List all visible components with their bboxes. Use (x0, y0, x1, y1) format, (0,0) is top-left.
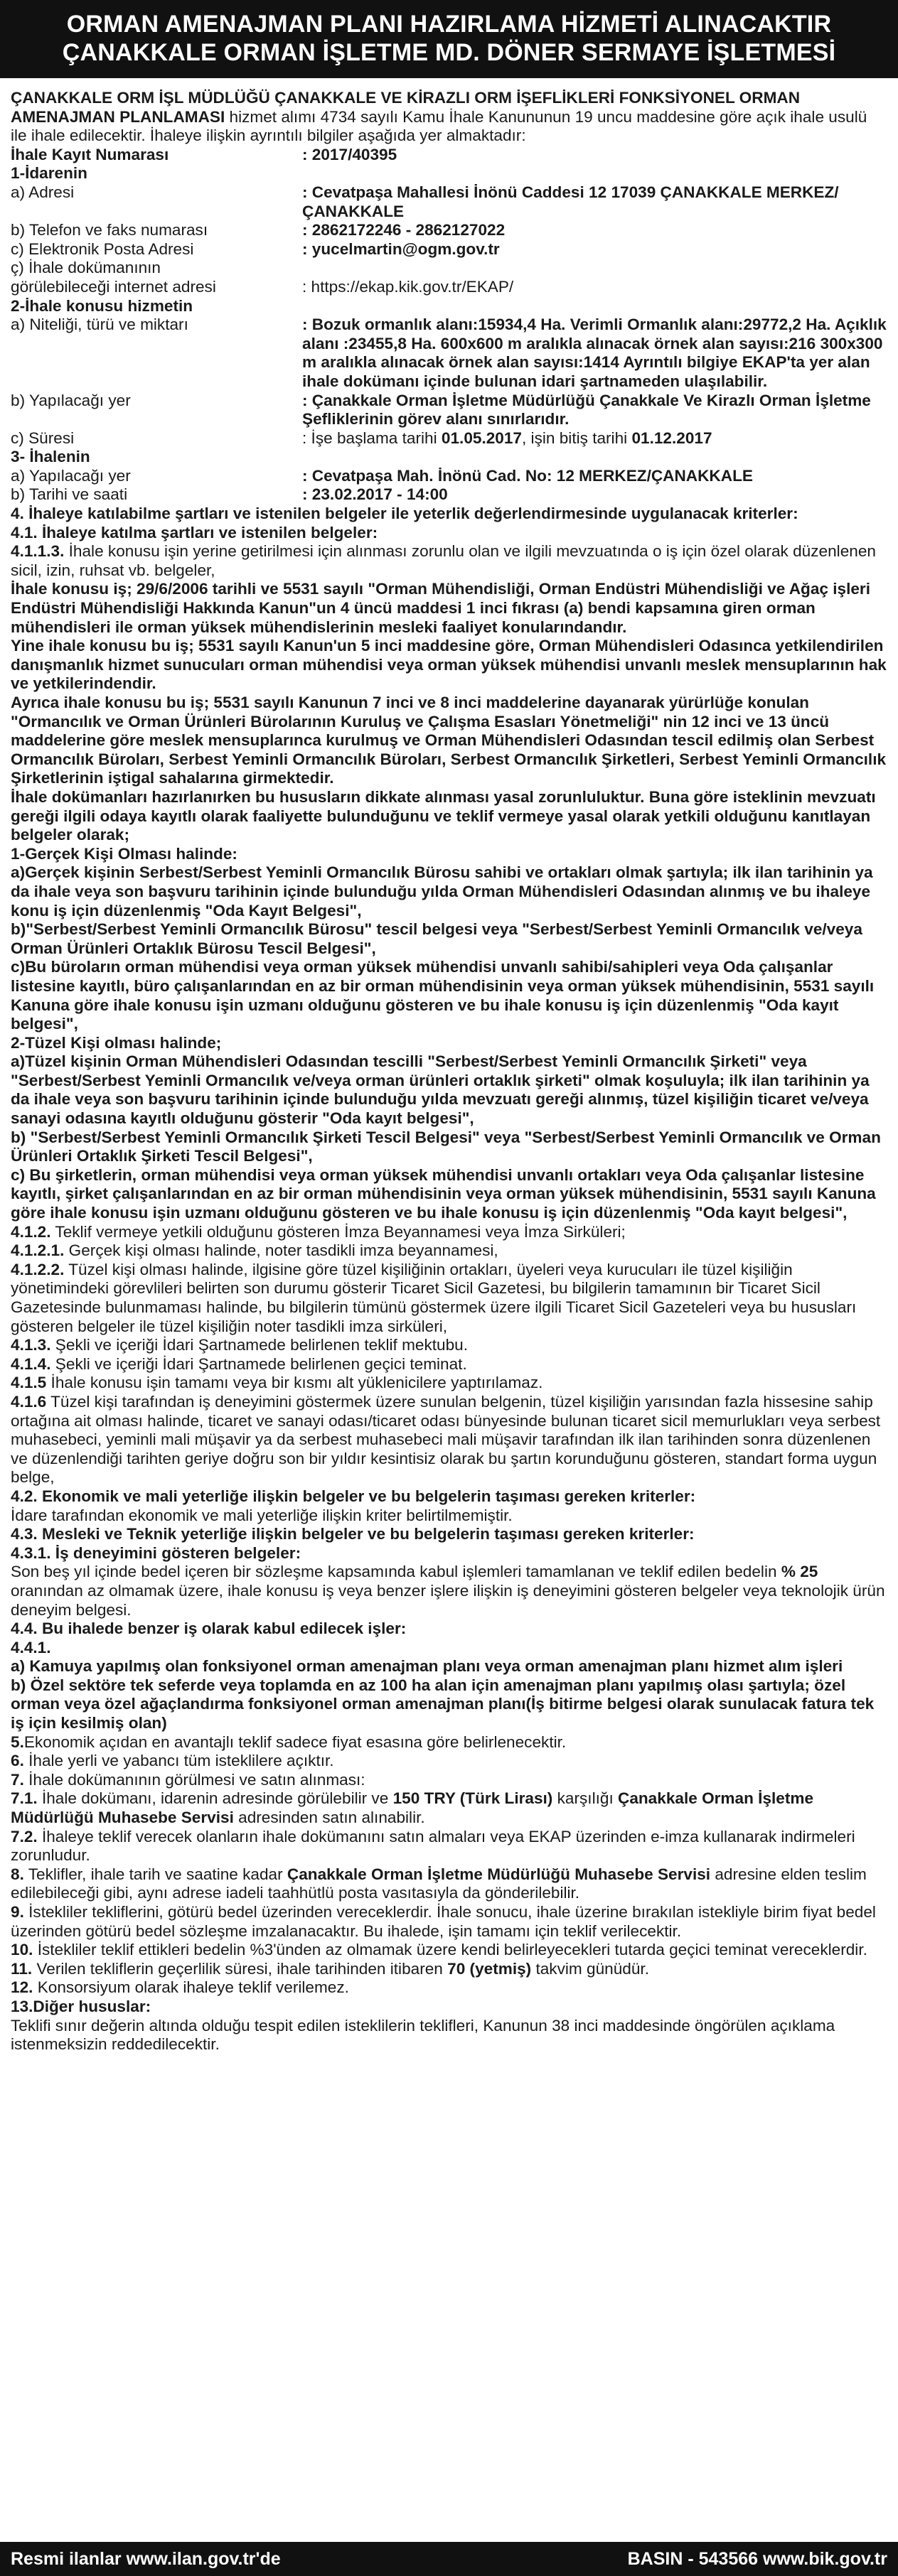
section-10-number: 10. (11, 1941, 33, 1959)
section-4-1-3-text: Şekli ve içeriği İdari Şartnamede belirlenen teklif mektubu. (50, 1336, 468, 1354)
section-8-office: Çanakkale Orman İşletme Müdürlüğü Muhasebe Servisi (287, 1865, 711, 1883)
address-label: a) Adresi (11, 183, 75, 201)
section-4-1-6-number: 4.1.6 (11, 1392, 47, 1411)
real-person-item-b: b)"Serbest/Serbest Yeminli Ormancılık Bürosu" tescil belgesi veya "Serbest/Serbest Yeminli Ormancılık ve/veya Orman Ürünleri Ortaklık Bürosu Tescil Belgesi", (11, 920, 862, 957)
service-heading: 2-İhale konusu hizmetin (11, 296, 193, 315)
tender-registration-row (11, 146, 887, 165)
duration-prefix: : İşe başlama tarihi (302, 429, 442, 447)
section-4-2-heading: 4.2. Ekonomik ve mali yeterliğe ilişkin belgeler ve bu belgelerin taşıması gereken kriterler: (11, 1487, 696, 1505)
section-6-text: İhale yerli ve yabancı tüm isteklilere açıktır. (23, 1752, 334, 1770)
section-4-4-1: 4.4.1. (11, 1638, 51, 1656)
section-4-1-2-text: Teklif vermeye yetkili olduğunu gösteren İmza Beyannamesi veya İmza Sirküleri; (50, 1222, 626, 1241)
intro-paragraph (11, 89, 887, 146)
intro-bold: ÇANAKKALE ORM İŞL MÜDLÜĞÜ ÇANAKKALE VE KİRAZLI ORM İŞEFLİKLERİ FONKSİYONEL ORMAN AMENAJMAN PLANLAMASI (11, 89, 801, 126)
section-8-text-c: adresine elden teslim edilebileceği gibi, aynı adrese iadeli taahhütlü posta vasıtasıyla da gönderilebilir. (11, 1865, 867, 1902)
tender-date-row (11, 485, 887, 505)
address-value: : Cevatpaşa Mahallesi İnönü Caddesi 12 17039 ÇANAKKALE MERKEZ/ÇANAKKALE (302, 183, 839, 220)
end-date: 01.12.2017 (631, 429, 712, 447)
legal-entity-item-b: b) "Serbest/Serbest Yeminli Ormancılık Şirketi Tescil Belgesi" veya "Serbest/Serbest Yeminli Ormancılık ve Orman Ürünleri Ortaklık Şirketi Tescil Belgesi", (11, 1128, 881, 1165)
section-9-text: İstekliler tekliflerini, götürü bedel üzerinden vereceklerdir. İhale sonucu, ihale üzerine bırakılan istekliyle birim fiyat bedel üzerinden götürü bedel sözleşme imzalanacaktır. Bu ihalede, işin tamamı için teklif verilecektir. (11, 1903, 876, 1940)
section-7 (11, 1771, 887, 1790)
section-4-4-heading: 4.4. Bu ihalede benzer iş olarak kabul edilecek işler: (11, 1620, 407, 1638)
phone-row (11, 221, 887, 240)
tender-location-value: : Cevatpaşa Mah. İnönü Cad. No: 12 MERKEZ/ÇANAKKALE (302, 466, 753, 485)
notice-body (11, 89, 887, 2519)
section-4-1-6 (11, 1393, 887, 1487)
tender-location-label: a) Yapılacağı yer (11, 466, 131, 485)
section-7-1 (11, 1789, 887, 1827)
section-8-number: 8. (11, 1865, 24, 1883)
legal-paragraph-4: İhale dokümanları hazırlanırken bu hususların dikkate alınması yasal zorunluluktur. Buna göre isteklinin mevzuatı gereği ilgili odaya kayıtlı olarak faaliyette bulunduğunu ve teklif vermeye yasal olarak yetkili olduğunu kanıtlayan belgeler olarak; (11, 787, 876, 844)
section-11 (11, 1960, 887, 1979)
section-7-number: 7. (11, 1770, 24, 1789)
service-location-label: b) Yapılacağı yer (11, 391, 131, 409)
tender-registration-label: İhale Kayıt Numarası (11, 145, 169, 163)
intro-text: hizmet alımı 4734 sayılı Kamu İhale Kanununun 19 uncu maddesine göre açık ihale usulü ile ihale edilecektir. İhaleye ilişkin ayrıntılı bilgiler aşağıda yer almaktadır: (11, 107, 867, 145)
document-price: 150 TRY (Türk Lirası) (392, 1789, 553, 1808)
section-11-number: 11. (11, 1959, 33, 1978)
section-7-1-number: 7.1. (11, 1789, 38, 1808)
service-location-value: : Çanakkale Orman İşletme Müdürlüğü Çanakkale Ve Kirazlı Orman İşletme Şefliklerinin görev alanı sınırlarıdır. (302, 391, 871, 429)
section-4-1-1-3-text: İhale konusu işin yerine getirilmesi için alınması zorunlu olan ve ilgili mevzuatında o iş için özel olarak düzenlenen sicil, izin, ruhsat vb. belgeler, (11, 542, 876, 579)
section-4-3-1-text-a: Son beş yıl içinde bedel içeren bir sözleşme kapsamında kabul işlemleri tamamlanan ve teklif edilen bedelin (11, 1563, 781, 1581)
section-5-number: 5. (11, 1732, 24, 1751)
section-5-text: Ekonomik açıdan en avantajlı teklif sadece fiyat esasına göre belirlenecektir. (23, 1732, 567, 1751)
section-13-text: Teklifi sınır değerin altında olduğu tespit edilen isteklilerin teklifleri, Kanunun 38 inci maddesinde öngörülen açıklama istenmeksizin reddedilecektir. (11, 2016, 835, 2054)
section-4-1-2-2 (11, 1261, 887, 1336)
notice-footer (0, 2542, 898, 2576)
document-url-value[interactable]: : https://ekap.kik.gov.tr/EKAP/ (302, 277, 514, 296)
legal-entity-item-c: c) Bu şirketlerin, orman mühendisi veya orman yüksek mühendisi unvanlı ortakları veya Oda çalışanlar listesine kayıtlı, şirket çalışanlarından en az bir orman mühendisinin veya orman yüksek mühendisinin, 5531 sayılı Kanuna göre ihale konusu işin uzmanı olduğunu gösteren ve bu ihale konusu iş için düzenlenmiş "Oda kayıt belgesi", (11, 1165, 876, 1222)
tender-location-row (11, 467, 887, 486)
nature-label: a) Niteliği, türü ve miktarı (11, 316, 188, 334)
section-12-text: Konsorsiyum olarak ihaleye teklif verilemez. (33, 1978, 349, 1997)
notice-title: ORMAN AMENAJMAN PLANI HAZIRLAMA HİZMETİ ALINACAKTIR (66, 11, 832, 38)
section-13-heading: 13.Diğer hususlar: (11, 1997, 151, 2015)
section-4-1-5 (11, 1374, 887, 1393)
footer-right-text: BASIN - 543566 www.bik.gov.tr (627, 2549, 887, 2569)
section-4-heading: 4. İhaleye katılabilme şartları ve istenilen belgeler ile yeterlik değerlendirmesinde uygulanacak kriterler: (11, 505, 798, 523)
validity-days: 70 (yetmiş) (447, 1959, 532, 1978)
document-url-label-line2: görülebileceği internet adresi (11, 277, 216, 296)
section-4-1-4-number: 4.1.4. (11, 1354, 51, 1373)
section-11-text-a: Verilen tekliflerin geçerlilik süresi, ihale tarihinden itibaren (32, 1959, 448, 1978)
legal-paragraph-2: Yine ihale konusu bu iş; 5531 sayılı Kanun'un 5 inci maddesine göre, Orman Mühendisleri Odasınca yetkilendirilen danışmanlık hizmet sunucuları orman mühendisi veya orman yüksek mühendisi unvanlı meslek mensuplarının hak ve yetkilerindendir. (11, 637, 887, 693)
section-7-1-text-e: adresinden satın alınabilir. (233, 1809, 425, 1827)
section-4-1-4 (11, 1355, 887, 1374)
section-4-3-1-text (11, 1563, 887, 1620)
notice-subtitle: ÇANAKKALE ORMAN İŞLETME MD. DÖNER SERMAYE İŞLETMESİ (62, 39, 836, 66)
real-person-item-a: a)Gerçek kişinin Serbest/Serbest Yeminli Ormancılık Bürosu sahibi ve ortakları olmak şartıyla; ilk ilan tarihinin ya da ihale veya son başvuru tarihinin içinde bulunduğu yılda Orman Mühendisleri Odasından alınmış ve bu ihaleye konu iş için düzenlenmiş "Oda Kayıt Belgesi", (11, 863, 873, 920)
footer-left-text: Resmi ilanlar www.ilan.gov.tr'de (11, 2549, 281, 2569)
section-7-1-office: Çanakkale Orman İşletme Müdürlüğü Muhasebe Servisi (11, 1789, 814, 1827)
section-8-text-a: Teklifler, ihale tarih ve saatine kadar (23, 1865, 287, 1883)
service-location-row (11, 392, 887, 429)
real-person-heading: 1-Gerçek Kişi Olması halinde: (11, 844, 237, 863)
section-7-1-text-a: İhale dokümanı, idarenin adresinde görülebilir ve (37, 1789, 393, 1808)
section-8 (11, 1865, 887, 1903)
section-4-1-2-1 (11, 1241, 887, 1261)
nature-row (11, 316, 887, 391)
tender-heading: 3- İhalenin (11, 448, 90, 466)
legal-paragraph-1: İhale konusu iş; 29/6/2006 tarihli ve 5531 sayılı "Orman Mühendisliği, Orman Endüstri Mühendisliği ve Ağaç işleri Endüstri Mühendisliği Hakkında Kanun"un 4 üncü maddesi 1 inci fıkrası (a) bendi kapsamına giren orman mühendisleri ile orman yüksek mühendislerinin mesleki faaliyet konularındandır. (11, 580, 870, 636)
section-4-1-2-2-text: Tüzel kişi olması halinde, ilgisine göre tüzel kişiliğinin ortakları, üyeleri veya kurucuları ile tüzel kişiliğin yönetimindeki görevlileri belirten son durumu gösterir Ticaret Sicil Gazetesi, bu bilgilerin tamamının bir Ticaret Sicil Gazetesinde bulunmaması halinde, bu bilgilerin tümünü göstermek üzere ilgili Ticaret Sicil Gazeteleri veya bu hususları gösteren belgeler ile tüzel kişiliğin noter tasdikli imza sirküleri, (11, 1260, 857, 1335)
section-4-1-4-text: Şekli ve içeriği İdari Şartnamede belirlenen geçici teminat. (50, 1354, 467, 1373)
section-4-1-1-3 (11, 542, 887, 580)
section-4-1-2-2-number: 4.1.2.2. (11, 1260, 65, 1278)
document-url-row (11, 259, 887, 296)
email-value: : yucelmartin@ogm.gov.tr (302, 239, 500, 258)
section-4-1-heading: 4.1. İhaleye katılma şartları ve istenilen belgeler: (11, 523, 378, 541)
section-7-2-number: 7.2. (11, 1827, 38, 1845)
section-9-number: 9. (11, 1903, 24, 1921)
section-4-1-3-number: 4.1.3. (11, 1336, 51, 1354)
section-4-3-heading: 4.3. Mesleki ve Teknik yeterliğe ilişkin belgeler ve bu belgelerin taşıması gereken kriterler: (11, 1525, 695, 1543)
administration-heading: 1-İdarenin (11, 164, 87, 183)
section-10 (11, 1941, 887, 1960)
section-10-text: İstekliler teklif ettikleri bedelin %3'ünden az olmamak üzere kendi belirleyecekleri tutarda geçici teminat vereceklerdir. (33, 1941, 867, 1959)
section-4-3-1-text-c: oranından az olmamak üzere, ihale konusu iş veya benzer işlere ilişkin iş deneyimini gösteren belgeler veya teknolojik ürün deneyim belgesi. (11, 1581, 885, 1619)
section-4-1-3 (11, 1336, 887, 1355)
duration-mid: , işin bitiş tarihi (522, 429, 632, 447)
phone-value: : 2862172246 - 2862127022 (302, 221, 506, 239)
similar-work-item-b: b) Özel sektöre tek seferde veya toplamda en az 100 ha alan için amenajman planı yapılmış olası şartıyla; özel orman veya özel ağaçlandırma fonksiyonel orman amenajman planı(İş bitirme belgesi olarak sunulacak fatura tek iş için kesilmiş olan) (11, 1676, 875, 1732)
tender-date-value: : 23.02.2017 - 14:00 (302, 485, 448, 504)
section-5 (11, 1733, 887, 1752)
phone-label: b) Telefon ve faks numarası (11, 221, 208, 239)
document-url-label (11, 259, 302, 296)
section-4-1-2-1-number: 4.1.2.1. (11, 1241, 65, 1260)
address-row (11, 183, 887, 221)
section-12-number: 12. (11, 1978, 33, 1997)
document-url-label-line1: ç) İhale dokümanının (11, 259, 161, 277)
email-row (11, 240, 887, 259)
section-4-1-5-text: İhale konusu işin tamamı veya bir kısmı alt yüklenicilere yaptırılamaz. (46, 1374, 543, 1392)
section-7-text: İhale dokümanının görülmesi ve satın alınması: (23, 1770, 365, 1789)
section-4-1-2-number: 4.1.2. (11, 1222, 51, 1241)
start-date: 01.05.2017 (441, 429, 522, 447)
legal-paragraph-3: Ayrıca ihale konusu bu iş; 5531 sayılı Kanunun 7 inci ve 8 inci maddelerine dayanarak yürürlüğe konulan "Ormancılık ve Orman Ürünleri Bürolarının Kuruluş ve Çalışma Esasları Yönetmeliği" nin 12 inci ve 13 üncü maddelerine göre meslek mensuplarınca kurulmuş ve Orman Mühendisleri Odasından tescil edilmiş olan Serbest Ormancılık Büroları, Serbest Yeminli Ormancılık Büroları, Serbest Ormancılık Şirketleri, Serbest Yeminli Ormancılık Şirketlerinin iştigal sahalarına girmektedir. (11, 694, 887, 787)
duration-label: c) Süresi (11, 429, 75, 447)
legal-entity-heading: 2-Tüzel Kişi olması halinde; (11, 1033, 222, 1052)
section-4-1-6-text: Tüzel kişi tarafından iş deneyimini göstermek üzere sunulan belgenin, tüzel kişiliğin yarısından fazla hissesine sahip ortağına ait olması halinde, ticaret ve sanayi odası/ticaret odası bünyesinde bulunan ticaret sicil memurlukları veya serbest muhasebeci, yeminli mali müşavir ya da serbest muhasebeci mali müşavir tarafından ilk ilan tarihinden sonra düzenlenen ve düzenlendiği tarihten geriye doğru son bir yıldır kesintisiz olarak bu şartın korunduğunu gösteren, standart forma uygun belge, (11, 1392, 881, 1487)
section-7-1-text-c: karşılığı (552, 1789, 618, 1808)
tender-registration-value: : 2017/40395 (302, 145, 397, 163)
real-person-item-c: c)Bu büroların orman mühendisi veya orman yüksek mühendisi unvanlı sahibi/sahipleri veya Oda çalışanlar listesine kayıtlı, büro çalışanlarından en az bir orman mühendisinin veya orman yüksek mühendisinin, 5531 sayılı Kanuna göre ihale konusu işin uzmanı olduğunu gösteren ve bu ihale konusu iş için düzenlenmiş "Oda kayıt belgesi", (11, 958, 875, 1033)
section-6 (11, 1752, 887, 1771)
section-9 (11, 1903, 887, 1941)
section-4-1-1-3-number: 4.1.1.3. (11, 542, 65, 561)
legal-entity-item-a: a)Tüzel kişinin Orman Mühendisleri Odasından tescilli "Serbest/Serbest Yeminli Ormancılık Şirketi" veya "Serbest/Serbest Yeminli Ormancılık ve/veya orman ürünleri ortaklık şirketi" olmak koşuluyla; ilk ilan tarihinin ya da ihale veya son başvuru tarihinin içinde bulunduğu yılda mevzuatı gereği alınmış, tüzel kişiliğin ticaret ve/veya sanayi odasına kayıtlı olduğunu gösterir "Oda kayıt belgesi", (11, 1052, 870, 1128)
section-4-1-5-number: 4.1.5 (11, 1374, 47, 1392)
notice-header (0, 0, 898, 78)
section-7-2-text: İhaleye teklif verecek olanların ihale dokümanını satın almaları veya EKAP üzerinden e-imza kullanarak indirmeleri zorunludur. (11, 1827, 855, 1865)
section-4-1-2-1-text: Gerçek kişi olması halinde, noter tasdikli imza beyannamesi, (64, 1241, 498, 1260)
duration-value (302, 429, 887, 448)
section-4-3-1-heading: 4.3.1. İş deneyimini gösteren belgeler: (11, 1543, 301, 1562)
section-12 (11, 1978, 887, 1998)
section-4-1-2 (11, 1223, 887, 1242)
section-4-2-text: İdare tarafından ekonomik ve mali yeterliğe ilişkin kriter belirtilmemiştir. (11, 1506, 513, 1524)
email-label: c) Elektronik Posta Adresi (11, 239, 194, 258)
nature-value: : Bozuk ormanlık alanı:15934,4 Ha. Verimli Ormanlık alanı:29772,2 Ha. Açıklık alanı :23455,8 Ha. 600x600 m aralıkla alınacak örnek alan sayısı:216 300x300 m aralıkla alınacak örnek alan sayısı:1414 Ayrıntılı bilgiye EKAP'ta yer alan ihale dokümanı içinde bulunan idari şartnameden ulaşılabilir. (302, 316, 887, 390)
section-11-text-c: takvim günüdür. (531, 1959, 649, 1978)
similar-work-item-a: a) Kamuya yapılmış olan fonksiyonel orman amenajman planı veya orman amenajman planı hizmet alım işleri (11, 1657, 843, 1676)
section-6-number: 6. (11, 1752, 24, 1770)
section-7-2 (11, 1828, 887, 1865)
tender-date-label: b) Tarihi ve saati (11, 485, 128, 504)
duration-row (11, 429, 887, 448)
experience-percent: % 25 (781, 1563, 818, 1581)
